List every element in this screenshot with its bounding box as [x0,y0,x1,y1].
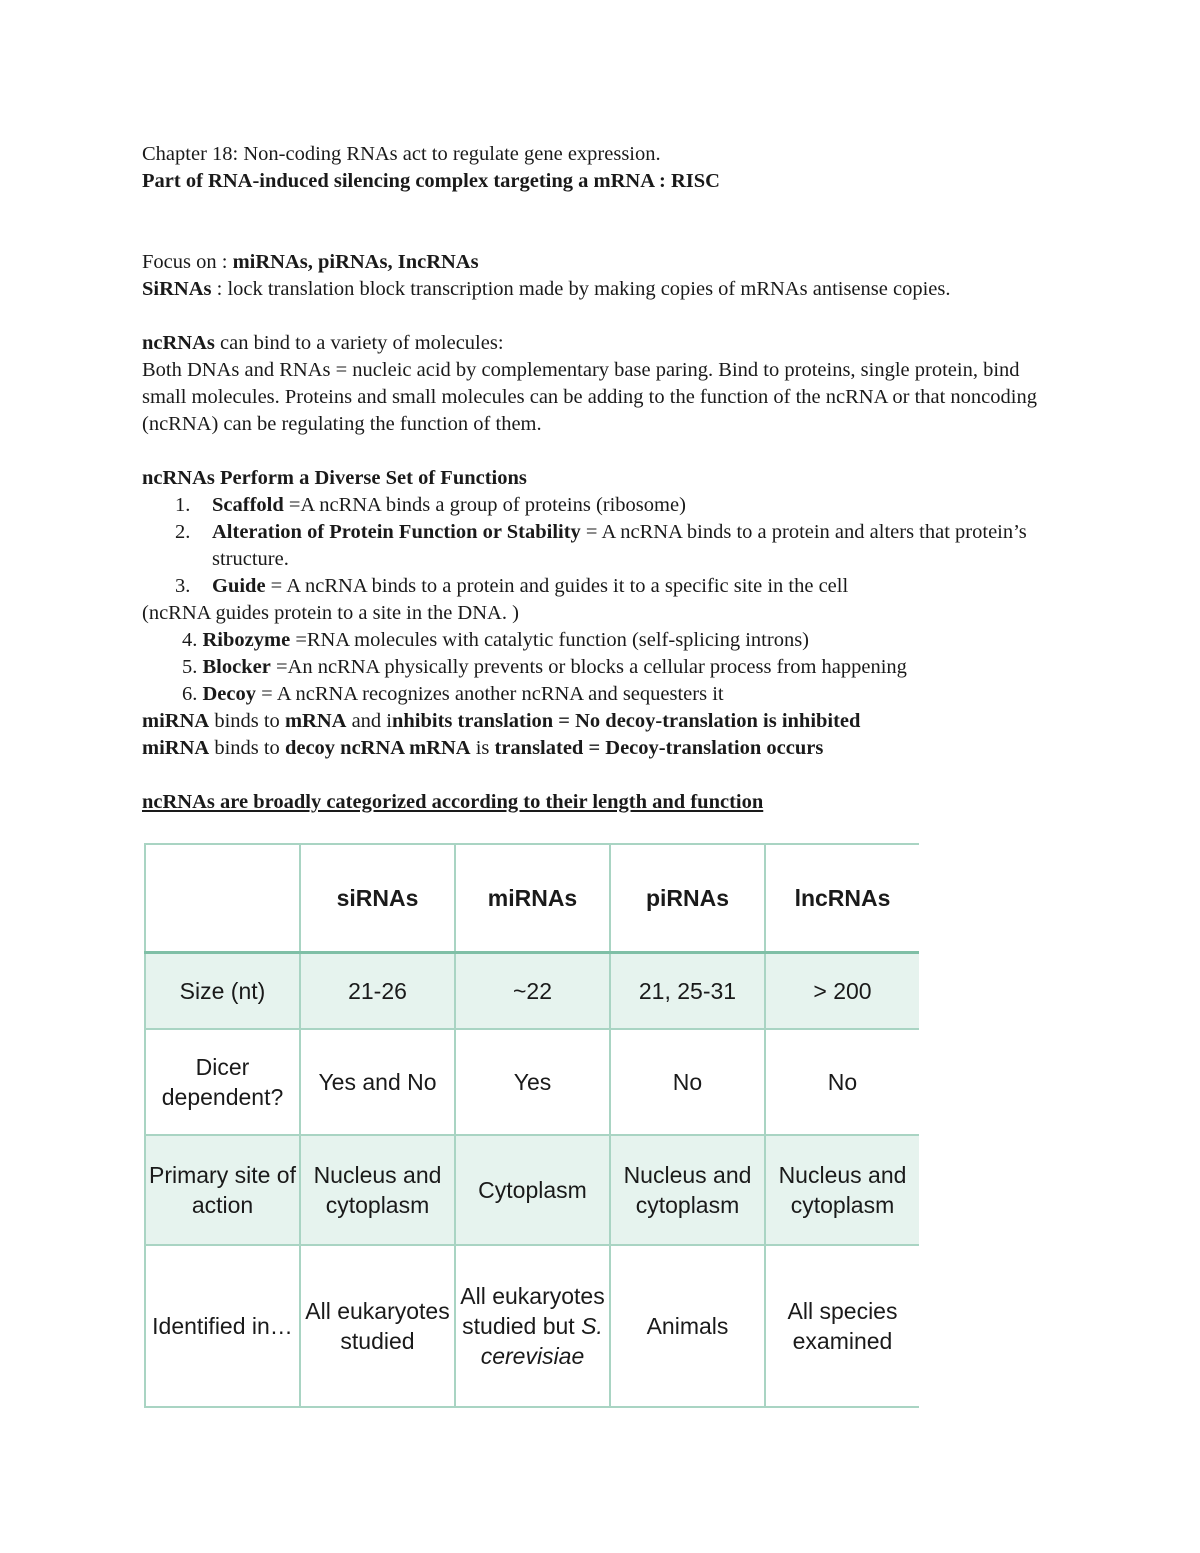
table-cell: Nucleus and cytoplasm [610,1135,765,1245]
functions-heading: ncRNAs Perform a Diverse Set of Functions [142,467,527,489]
table-cell: ~22 [455,953,610,1030]
row-label: Dicer dependent? [145,1029,300,1135]
table-cell: No [610,1029,765,1135]
ncrnas-bind-body: Both DNAs and RNAs = nucleic acid by complementary base paring. Bind to proteins, single protein, bind small molecules. Proteins and small molecules can be adding to the function of the ncRNA or that noncoding (ncRNA) can be regulating the function of them. [142,359,1037,435]
species-name: S. cerevisiae [480,1313,603,1369]
row-label: Primary site of action [145,1135,300,1245]
table-header-cell: miRNAs [455,844,610,953]
table-cell: All eukaryotes studied [300,1245,455,1407]
table-row [145,1245,919,1407]
table-cell: 21, 25-31 [610,953,765,1030]
table-cell: Yes [455,1029,610,1135]
table-row [145,1029,919,1135]
table-row [145,953,919,1030]
row-label: Identified in… [145,1245,300,1407]
table-cell: Yes and No [300,1029,455,1135]
table-cell: All eukaryotes studied but S. cerevisiae [455,1245,610,1407]
table-cell: Nucleus and cytoplasm [300,1135,455,1245]
table-cell: All species examined [765,1245,919,1407]
list-item-blocker: 5. Blocker =An ncRNA physically prevents or blocks a cellular process from happening [182,656,907,678]
table-cell: No [765,1029,919,1135]
table-cell: Animals [610,1245,765,1407]
table-header-cell: piRNAs [610,844,765,953]
table-cell: Nucleus and cytoplasm [765,1135,919,1245]
list-item-guide: 3. Guide = A ncRNA binds to a protein and guides it to a specific site in the cell [175,575,849,597]
list-item-alteration: 2. Alteration of Protein Function or Stability = A ncRNA binds to a protein and alters that protein’s structure. [175,521,1027,570]
table-header-row [145,844,919,953]
list-item-ribozyme: 4. Ribozyme =RNA molecules with catalytic function (self-splicing introns) [182,629,810,651]
risc-line: Part of RNA-induced silencing complex targeting a mRNA : RISC [142,170,720,192]
ncrnas-bind-intro: ncRNAs can bind to a variety of molecules: [142,332,504,354]
table-cell: 21-26 [300,953,455,1030]
sirnas-line: SiRNAs : lock translation block transcription made by making copies of mRNAs antisense copies. [142,278,951,300]
decoy-line-1: miRNA binds to mRNA and inhibits translation = No decoy-translation is inhibited [142,710,861,732]
row-label: Size (nt) [145,953,300,1030]
table-cell: Cytoplasm [455,1135,610,1245]
table-header-cell: siRNAs [300,844,455,953]
table-header-cell [145,844,300,953]
table-header-cell: lncRNAs [765,844,919,953]
ncrna-comparison-table [144,843,919,1408]
table-cell: > 200 [765,953,919,1030]
list-item-scaffold: 1. Scaffold =A ncRNA binds a group of proteins (ribosome) [175,494,686,516]
focus-line: Focus on : miRNAs, piRNAs, IncRNAs [142,251,479,273]
list-item-decoy: 6. Decoy = A ncRNA recognizes another ncRNA and sequesters it [182,683,724,705]
table-caption: ncRNAs are broadly categorized according to their length and function [142,791,764,813]
table-row [145,1135,919,1245]
list-item-guide-continued: (ncRNA guides protein to a site in the DNA. ) [142,602,519,624]
decoy-line-2: miRNA binds to decoy ncRNA mRNA is translated = Decoy-translation occurs [142,737,824,759]
chapter-title: Chapter 18: Non-coding RNAs act to regulate gene expression. [142,143,661,165]
document-page [142,141,1062,816]
